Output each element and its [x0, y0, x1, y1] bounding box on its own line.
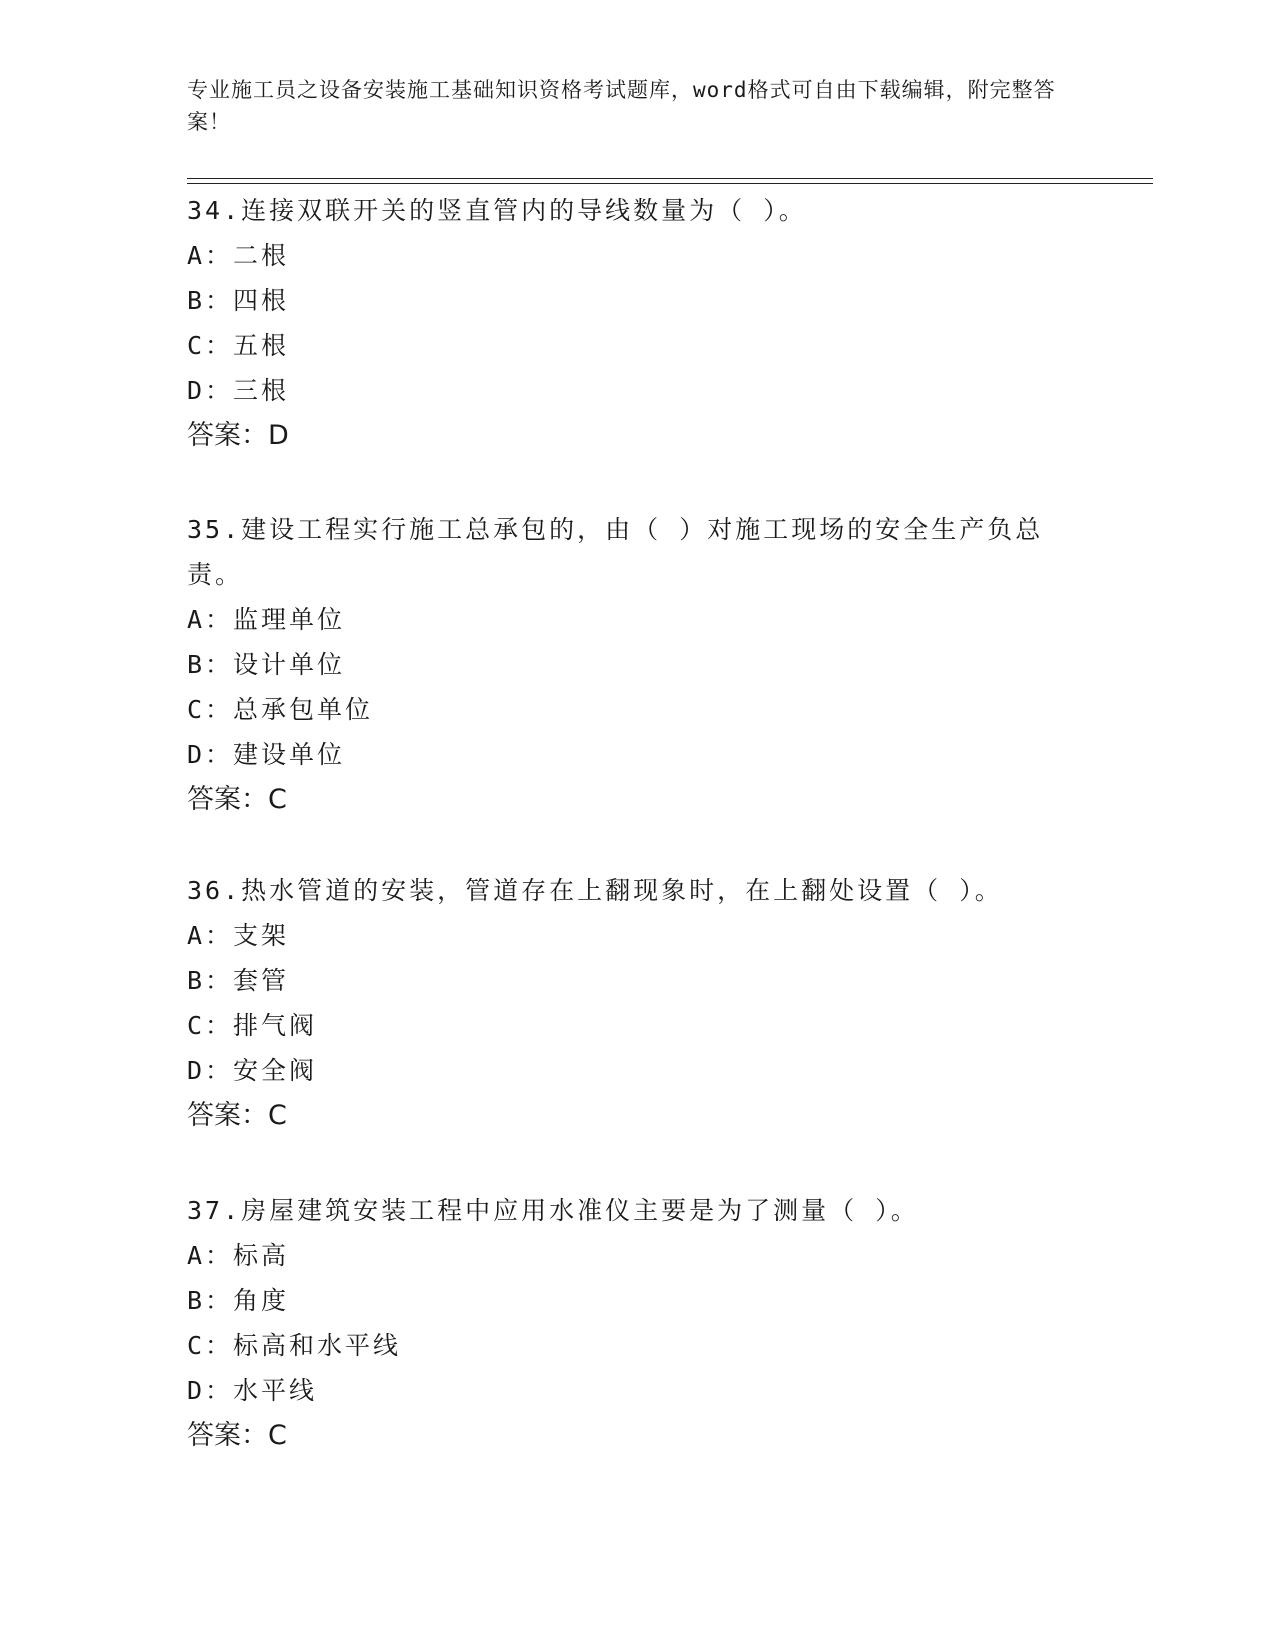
option-b: B：设计单位 — [187, 650, 346, 679]
question-34 — [187, 188, 1067, 459]
option-a: A：支架 — [187, 921, 290, 950]
answer: 答案：C — [187, 784, 287, 815]
question-35 — [187, 507, 1067, 823]
option-a: A：监理单位 — [187, 605, 346, 634]
option-b: B：四根 — [187, 286, 290, 315]
answer: 答案：D — [187, 420, 289, 451]
question-stem: 36.热水管道的安装，管道存在上翻现象时，在上翻处设置（ ）。 — [187, 876, 1003, 905]
option-a: A：二根 — [187, 241, 290, 270]
option-d: D：水平线 — [187, 1376, 318, 1405]
option-c: C：总承包单位 — [187, 695, 374, 724]
question-36 — [187, 868, 1067, 1139]
option-c: C：排气阀 — [187, 1011, 318, 1040]
option-b: B：套管 — [187, 966, 290, 995]
option-d: D：建设单位 — [187, 740, 346, 769]
option-c: C：标高和水平线 — [187, 1331, 402, 1360]
option-c: C：五根 — [187, 331, 290, 360]
option-a: A：标高 — [187, 1241, 290, 1270]
option-d: D：三根 — [187, 376, 290, 405]
header-divider-top — [187, 178, 1153, 179]
question-37 — [187, 1188, 1067, 1459]
question-stem: 37.房屋建筑安装工程中应用水准仪主要是为了测量（ ）。 — [187, 1196, 919, 1225]
header-divider-bottom — [187, 183, 1153, 184]
option-d: D：安全阀 — [187, 1056, 318, 1085]
question-stem: 34.连接双联开关的竖直管内的导线数量为（ ）。 — [187, 196, 807, 225]
answer: 答案：C — [187, 1420, 287, 1451]
question-stem: 35.建设工程实行施工总承包的，由（ ）对施工现场的安全生产负总责。 — [187, 515, 1044, 589]
option-b: B：角度 — [187, 1286, 290, 1315]
document-header: 专业施工员之设备安装施工基础知识资格考试题库，word格式可自由下载编辑，附完整答案！ — [187, 78, 1056, 134]
answer: 答案：C — [187, 1100, 287, 1131]
